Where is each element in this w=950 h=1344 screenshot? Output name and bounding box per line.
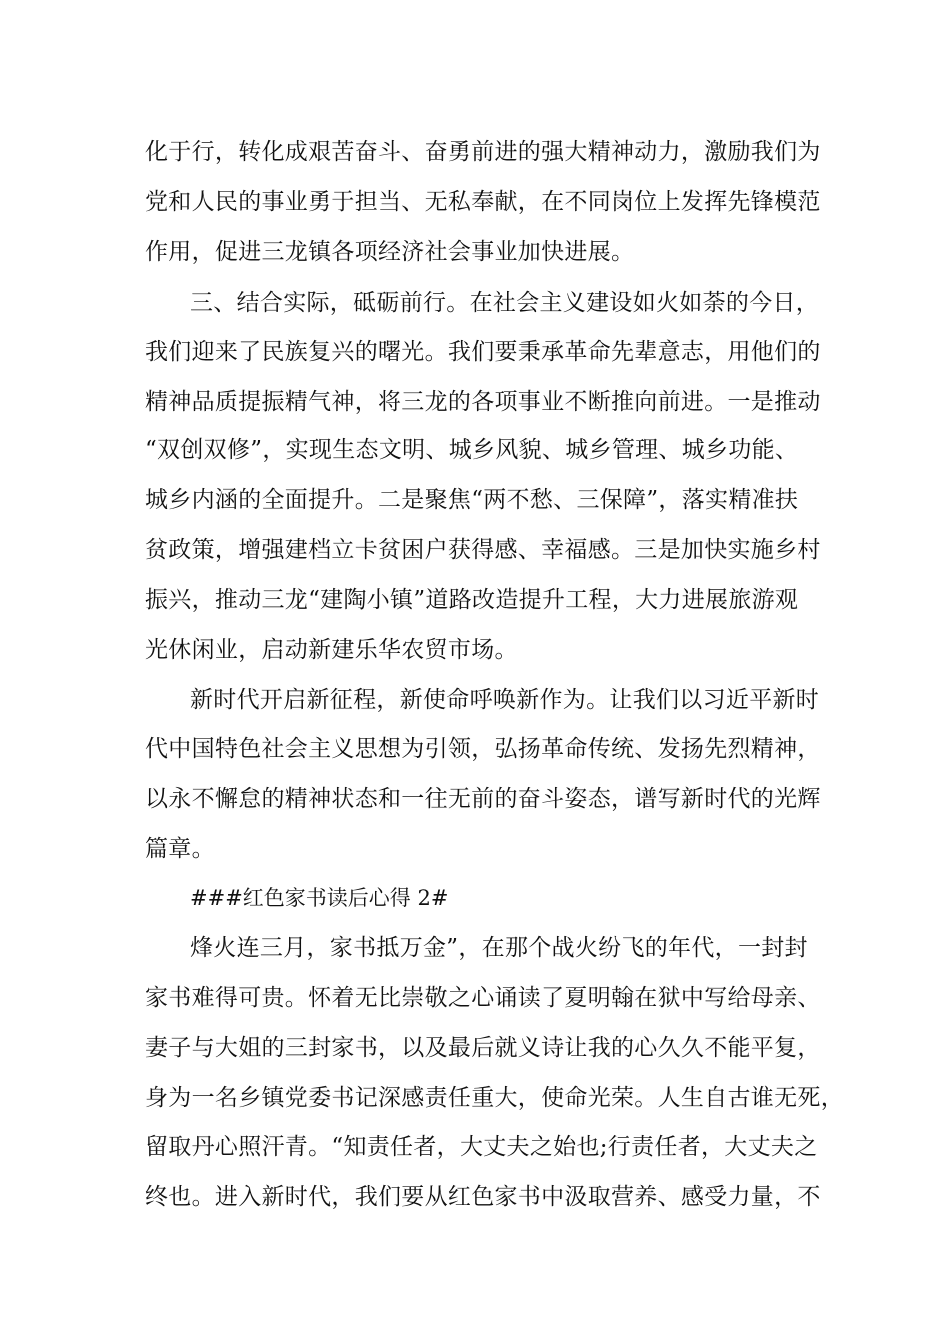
paragraph-line: 终也。进入新时代，我们要从红色家书中汲取营养、感受力量，不: [145, 1184, 821, 1210]
paragraph-line: 光休闲业，启动新建乐华农贸市场。: [145, 637, 518, 663]
paragraph-line: 党和人民的事业勇于担当、无私奉献，在不同岗位上发挥先锋模范: [145, 189, 821, 215]
paragraph-line: 精神品质提振精气神，将三龙的各项事业不断推向前进。一是推动: [145, 389, 821, 415]
paragraph-line: 贫政策，增强建档立卡贫困户获得感、幸福感。三是加快实施乡村: [145, 537, 821, 563]
section-heading: ###红色家书读后心得 2#: [190, 886, 449, 910]
paragraph-line: 身为一名乡镇党委书记深感责任重大，使命光荣。人生自古谁无死，: [145, 1085, 844, 1111]
paragraph-line: 以永不懈怠的精神状态和一往无前的奋斗姿态，谱写新时代的光辉: [145, 786, 821, 812]
paragraph-line: 代中国特色社会主义思想为引领，弘扬革命传统、发扬先烈精神，: [145, 736, 821, 762]
paragraph-line: 作用，促进三龙镇各项经济社会事业加快进展。: [145, 239, 635, 265]
paragraph-line: 留取丹心照汗青。“知责任者，大丈夫之始也;行责任者，大丈夫之: [145, 1134, 818, 1160]
paragraph-line: 篇章。: [145, 836, 215, 862]
paragraph-line: 我们迎来了民族复兴的曙光。我们要秉承革命先辈意志，用他们的: [145, 339, 821, 365]
paragraph-line: 三、结合实际，砥砺前行。在社会主义建设如火如荼的今日，: [190, 290, 820, 316]
paragraph-line: 妻子与大姐的三封家书，以及最后就义诗让我的心久久不能平复，: [145, 1035, 821, 1061]
paragraph-line: 振兴，推动三龙“建陶小镇”道路改造提升工程，大力进展旅游观: [145, 587, 799, 613]
paragraph-line: 新时代开启新征程，新使命呼唤新作为。让我们以习近平新时: [190, 687, 820, 713]
paragraph-line: 城乡内涵的全面提升。二是聚焦“两不愁、三保障”，落实精准扶: [145, 487, 799, 513]
paragraph-line: 烽火连三月，家书抵万金”，在那个战火纷飞的年代，一封封: [190, 935, 808, 961]
paragraph-line: 化于行，转化成艰苦奋斗、奋勇前进的强大精神动力，激励我们为: [145, 139, 821, 165]
paragraph-line: 家书难得可贵。怀着无比崇敬之心诵读了夏明翰在狱中写给母亲、: [145, 985, 821, 1011]
paragraph-line: “双创双修”，实现生态文明、城乡风貌、城乡管理、城乡功能、: [145, 437, 799, 463]
